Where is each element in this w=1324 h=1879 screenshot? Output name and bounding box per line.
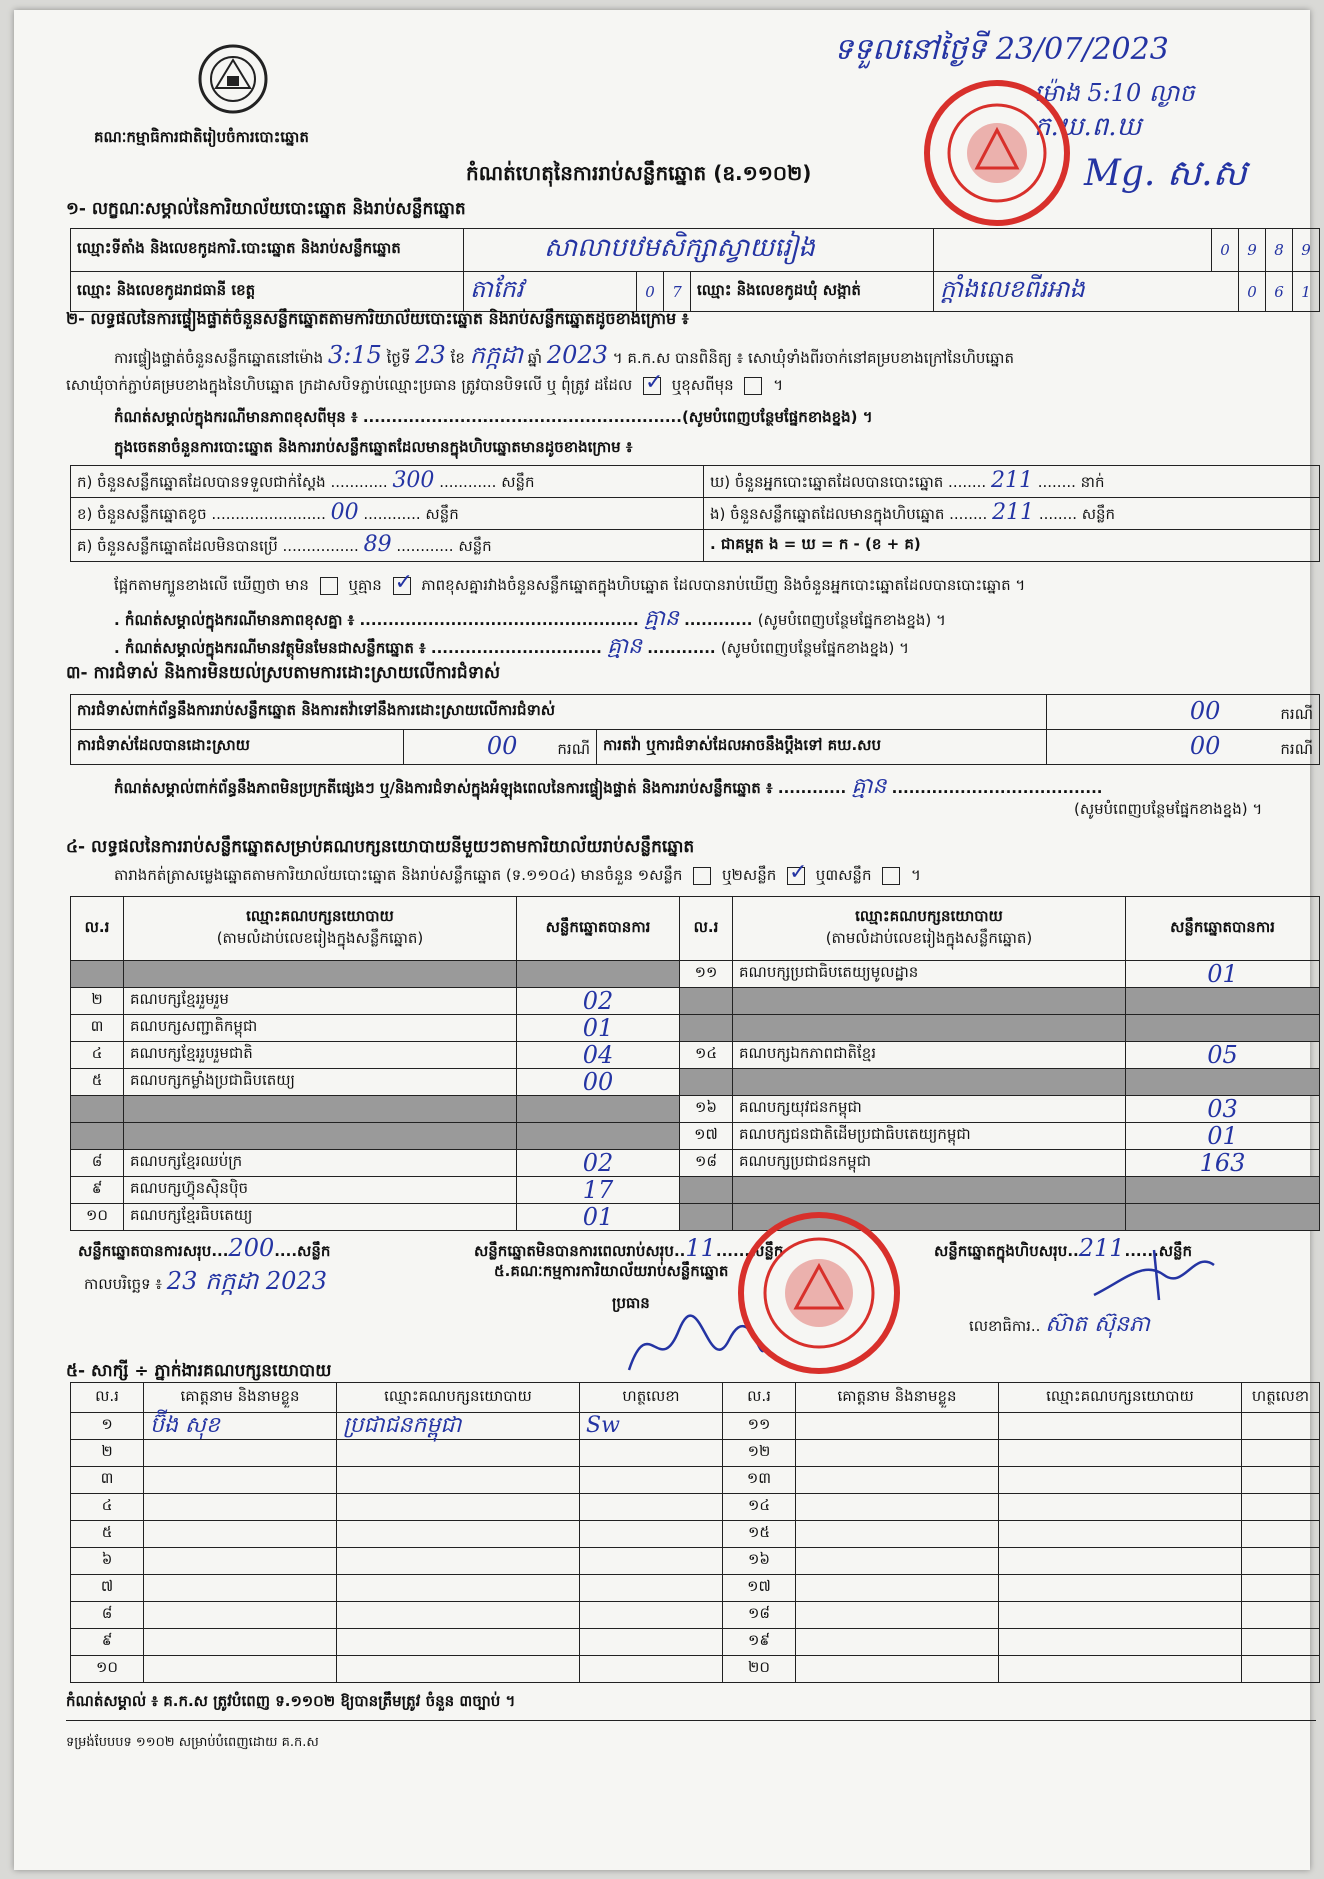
party-row bbox=[71, 1015, 1320, 1042]
witness-name bbox=[144, 1548, 337, 1575]
party-votes: 04 bbox=[517, 1042, 680, 1069]
party-row bbox=[71, 1096, 1320, 1123]
party-number: ១១ bbox=[680, 961, 733, 988]
party-name bbox=[124, 961, 517, 988]
office-code-digit: 0 bbox=[1212, 229, 1239, 272]
party-number: ៤ bbox=[71, 1042, 124, 1069]
province-code-digit: 7 bbox=[664, 272, 691, 312]
witness-name bbox=[144, 1575, 337, 1602]
nec-emblem-icon bbox=[194, 40, 272, 118]
party-number: ៥ bbox=[71, 1069, 124, 1096]
party-votes: 00 bbox=[517, 1069, 680, 1096]
witness-name bbox=[796, 1440, 999, 1467]
party-row bbox=[71, 961, 1320, 988]
witness-signature bbox=[1242, 1494, 1320, 1521]
form-title: កំណត់ហេតុនៃការរាប់សន្លឹកឆ្នោត (ឧ.១១០២) bbox=[466, 161, 812, 185]
witness-signature bbox=[580, 1494, 723, 1521]
official-stamp-icon bbox=[922, 78, 1072, 228]
witness-party bbox=[999, 1575, 1242, 1602]
party-number bbox=[680, 1069, 733, 1096]
witness-party bbox=[337, 1548, 580, 1575]
witness-signature bbox=[1242, 1440, 1320, 1467]
witness-signature bbox=[1242, 1629, 1320, 1656]
witness-row bbox=[71, 1575, 1320, 1602]
office-code-digit: 8 bbox=[1266, 229, 1293, 272]
witness-number: ១៥ bbox=[723, 1521, 796, 1548]
party-votes bbox=[1126, 1069, 1320, 1096]
section-5-heading: ៥- សាក្សី ÷ ភ្នាក់ងារគណបក្សនយោបាយ bbox=[66, 1361, 332, 1381]
party-name bbox=[733, 1015, 1126, 1042]
committee-stamp-icon bbox=[734, 1208, 904, 1378]
appeal-label: ការតវ៉ា ឬការជំទាស់ដែលអាចនឹងប្តឹងទៅ គឃ.សប bbox=[597, 730, 1047, 765]
witness-table bbox=[70, 1382, 1320, 1683]
witness-name: ប៊ីង សុខ bbox=[144, 1413, 337, 1440]
secretary-signature-icon bbox=[1084, 1240, 1224, 1310]
section-2-heading: ២- លទ្ធផលនៃការផ្ទៀងផ្ទាត់ចំនួនសន្លឹកឆ្នោតតាមការិយាល័យបោះឆ្នោត និងរាប់សន្លឹកឆ្នោតដូចខាងក្រោម ៖ bbox=[66, 309, 689, 328]
witness-name bbox=[144, 1629, 337, 1656]
witness-number: ២០ bbox=[723, 1656, 796, 1683]
ballots-in-box-row: ង) ចំនួនសន្លឹកឆ្នោតដែលមានក្នុងហិបឆ្នោត ........ 211 ........ សន្លឹក bbox=[704, 498, 1320, 530]
party-number: ១៨ bbox=[680, 1150, 733, 1177]
party-name: គណបក្សប្រជាជនកម្ពុជា bbox=[733, 1150, 1126, 1177]
witness-name bbox=[144, 1521, 337, 1548]
witness-number: ១៦ bbox=[723, 1548, 796, 1575]
witness-party bbox=[999, 1467, 1242, 1494]
party-number bbox=[680, 1015, 733, 1042]
discrepancy-yes-checkbox[interactable] bbox=[320, 577, 338, 595]
party-number bbox=[71, 1123, 124, 1150]
witness-signature bbox=[1242, 1467, 1320, 1494]
party-votes bbox=[517, 961, 680, 988]
col-party: ឈ្មោះគណបក្សនយោបាយ bbox=[337, 1383, 580, 1413]
party-votes: 05 bbox=[1126, 1042, 1320, 1069]
party-row bbox=[71, 988, 1320, 1015]
ballot-intro-line: ក្នុងចេតនាចំនួនការបោះឆ្នោត និងការរាប់សន្លឹកឆ្នោតដែលមានក្នុងហិបឆ្នោតមានដូចខាងក្រោម ៖ bbox=[114, 438, 633, 456]
commune-code-digit: 0 bbox=[1239, 272, 1266, 312]
party-number bbox=[680, 1177, 733, 1204]
col-name: គោត្តនាម និងនាមខ្លួន bbox=[144, 1383, 337, 1413]
resolved-label: ការជំទាស់ដែលបានដោះស្រាយ bbox=[71, 730, 404, 765]
sheet-count-line: តារាងកត់ត្រាសម្លេងឆ្នោតតាមការិយាល័យបោះឆ្នោត និងរាប់សន្លឹកឆ្នោត (ទ.១១០៤) មានចំនួន ១សន្លឹក ឬ២សន្លឹក ✓ ឬ៣សន្លឹក ។ bbox=[114, 866, 921, 888]
witness-row bbox=[71, 1440, 1320, 1467]
party-row bbox=[71, 1150, 1320, 1177]
discrepancy-no-checkbox[interactable] bbox=[393, 577, 411, 595]
witness-name bbox=[796, 1494, 999, 1521]
appeal-count: 00 ករណី bbox=[1047, 730, 1320, 765]
party-name bbox=[124, 1096, 517, 1123]
office-code-digit: 9 bbox=[1293, 229, 1320, 272]
party-number bbox=[680, 988, 733, 1015]
two-sheets-checkbox[interactable] bbox=[787, 867, 805, 885]
section-4-heading: ៤- លទ្ធផលនៃការរាប់សន្លឹកឆ្នោតសម្រាប់គណបក្សនយោបាយនីមួយៗតាមការិយាល័យរាប់សន្លឹកឆ្នោត bbox=[66, 837, 695, 857]
verification-month: កក្កដា bbox=[469, 341, 523, 369]
witness-row bbox=[71, 1413, 1320, 1440]
witness-name bbox=[144, 1494, 337, 1521]
witness-number: ១៤ bbox=[723, 1494, 796, 1521]
witness-party bbox=[337, 1467, 580, 1494]
witness-party bbox=[337, 1521, 580, 1548]
party-votes: 163 bbox=[1126, 1150, 1320, 1177]
document-sheet bbox=[14, 10, 1313, 1870]
witness-name bbox=[796, 1602, 999, 1629]
committee-name: គណៈកម្មាធិការជាតិរៀបចំការបោះឆ្នោត bbox=[94, 128, 309, 146]
received-by: ក.ឃ.ព.ឃ bbox=[1034, 112, 1142, 142]
party-votes bbox=[517, 1096, 680, 1123]
witness-name bbox=[796, 1467, 999, 1494]
party-number: ៨ bbox=[71, 1150, 124, 1177]
office-code-digit: 9 bbox=[1239, 229, 1266, 272]
party-votes: 17 bbox=[517, 1177, 680, 1204]
ballot-count-table bbox=[70, 465, 1320, 562]
col-sign: ហត្ថលេខា bbox=[1242, 1383, 1320, 1413]
discrepancy-check-line: ផ្អែកតាមក្បួនខាងលើ ឃើញថា មាន ឬគ្មាន ✓ ភាពខុសគ្នារវាងចំនួនសន្លឹកឆ្នោតក្នុងហិបឆ្នោត ដែលបានរាប់ឃើញ និងចំនួនអ្នកបោះឆ្នោតដែលបានបោះឆ្នោត ។ bbox=[114, 576, 1025, 598]
col-party: ឈ្មោះគណបក្សនយោបាយ (តាមលំដាប់លេខរៀងក្នុងសន្លឹកឆ្នោត) bbox=[733, 897, 1126, 961]
witness-signature bbox=[580, 1575, 723, 1602]
difference-note-line: កំណត់សម្គាល់ក្នុងករណីមានភាពខុសពីមុន ៖ ........................................................(សូមបំពេញបន្ថែមផ្នែកខាងខ្នង) ។ bbox=[114, 408, 873, 426]
party-number: ៣ bbox=[71, 1015, 124, 1042]
discrepancy-note: . កំណត់សម្គាល់ក្នុងករណីមានភាពខុសគ្នា ៖ ................................................. គ្មាន ............ (សូមបំពេញបន្ថែមផ្នែកខាងខ្នង) ។ bbox=[114, 606, 946, 631]
witness-number: ១២ bbox=[723, 1440, 796, 1467]
col-no: ល.រ bbox=[71, 897, 124, 961]
non-ballot-note: . កំណត់សម្គាល់ក្នុងករណីមានវត្ថុមិនមែនជាសន្លឹកឆ្នោត ៖ .............................. គ្មាន ............ (សូមបំពេញបន្ថែមផ្នែកខាងខ្នង) ។ bbox=[114, 634, 910, 659]
party-name: គណបក្សកម្លាំងប្រជាធិបតេយ្យ bbox=[124, 1069, 517, 1096]
witness-name bbox=[796, 1548, 999, 1575]
party-votes bbox=[517, 1123, 680, 1150]
formula-row: . ជាគម្ពត ង = ឃ = ក - (ខ + គ) bbox=[704, 530, 1320, 562]
party-votes bbox=[1126, 1177, 1320, 1204]
objections-count: 00 ករណី bbox=[1047, 695, 1320, 730]
party-row bbox=[71, 1042, 1320, 1069]
spoiled-ballots-row: ខ) ចំនួនសន្លឹកឆ្នោតខូច ........................ 00 ............ សន្លឹក bbox=[71, 498, 704, 530]
commune-code-digit: 1 bbox=[1293, 272, 1320, 312]
party-row bbox=[71, 1204, 1320, 1231]
party-name: គណបក្សជនជាតិដើមប្រជាធិបតេយ្យកម្ពុជា bbox=[733, 1123, 1126, 1150]
party-row bbox=[71, 1069, 1320, 1096]
witness-party bbox=[999, 1602, 1242, 1629]
witness-row bbox=[71, 1494, 1320, 1521]
party-votes: 01 bbox=[1126, 1123, 1320, 1150]
witness-name bbox=[796, 1413, 999, 1440]
witness-party bbox=[999, 1413, 1242, 1440]
witness-name bbox=[796, 1521, 999, 1548]
witness-number: ៦ bbox=[71, 1548, 144, 1575]
witness-signature bbox=[580, 1629, 723, 1656]
witness-party bbox=[337, 1494, 580, 1521]
party-name: គណបក្សខ្មែរឈប់ក្រ bbox=[124, 1150, 517, 1177]
witness-number: ១៩ bbox=[723, 1629, 796, 1656]
party-name bbox=[733, 1069, 1126, 1096]
witness-party bbox=[999, 1629, 1242, 1656]
witness-party bbox=[337, 1602, 580, 1629]
col-no: ល.រ bbox=[680, 897, 733, 961]
party-name: គណបក្សហ៊្វុនស៊ិនប៉ិច bbox=[124, 1177, 517, 1204]
witness-name bbox=[796, 1629, 999, 1656]
received-note: ទទួលនៅថ្ងៃទី 23/07/2023 bbox=[834, 32, 1169, 67]
party-votes bbox=[1126, 1204, 1320, 1231]
party-votes: 01 bbox=[517, 1204, 680, 1231]
signing-date: កាលបរិច្ឆេទ ៖ 23 កក្កដា 2023 bbox=[84, 1267, 327, 1295]
party-results-table bbox=[70, 896, 1320, 1231]
commune-label: ឈ្មោះ និងលេខកូដឃុំ សង្កាត់ bbox=[691, 272, 934, 312]
voters-voted-row: ឃ) ចំនួនអ្នកបោះឆ្នោតដែលបានបោះឆ្នោត ........ 211 ........ នាក់ bbox=[704, 466, 1320, 498]
witness-name bbox=[796, 1656, 999, 1683]
witness-party bbox=[999, 1656, 1242, 1683]
witness-number: ១៣ bbox=[723, 1467, 796, 1494]
verification-year: 2023 bbox=[546, 341, 608, 369]
witness-party bbox=[337, 1629, 580, 1656]
witness-number: ១០ bbox=[71, 1656, 144, 1683]
witness-number: ២ bbox=[71, 1440, 144, 1467]
col-party: ឈ្មោះគណបក្សនយោបាយ (តាមលំដាប់លេខរៀងក្នុងសន្លឹកឆ្នោត) bbox=[124, 897, 517, 961]
witness-signature bbox=[1242, 1575, 1320, 1602]
committee-label: ៥.គណៈកម្មការការិយាល័យរាប់សន្លឹកឆ្នោត bbox=[494, 1262, 729, 1280]
witness-signature bbox=[1242, 1602, 1320, 1629]
total-in-box: សន្លឹកឆ្នោតក្នុងហិបសរុប..211......សន្លឹក bbox=[934, 1234, 1193, 1262]
witness-number: ៩ bbox=[71, 1629, 144, 1656]
party-number: ១៤ bbox=[680, 1042, 733, 1069]
witness-name bbox=[796, 1575, 999, 1602]
witness-party bbox=[337, 1656, 580, 1683]
received-time: ម៉ោង 5:10 ល្ងាច bbox=[1034, 79, 1195, 107]
witness-signature bbox=[1242, 1413, 1320, 1440]
verification-day: 23 bbox=[415, 341, 446, 369]
witness-signature bbox=[580, 1521, 723, 1548]
party-votes: 01 bbox=[517, 1015, 680, 1042]
witness-row bbox=[71, 1629, 1320, 1656]
objections-table bbox=[70, 694, 1320, 765]
seal-same-checkbox[interactable] bbox=[643, 377, 661, 395]
province-value: តាកែវ bbox=[464, 272, 637, 312]
verification-line: ការផ្ទៀងផ្ទាត់ចំនួនសន្លឹកឆ្នោតនៅម៉ោង 3:15 ថ្ងៃទី 23 ខែ កក្កដា ឆ្នាំ 2023 ។ គ.ក.ស បានពិនិត្យ ៖ សោឃុំទាំងពីរចាក់នៅគម្របខាងក្រៅនៃហិបឆ្នោត bbox=[114, 341, 1014, 369]
col-party: ឈ្មោះគណបក្សនយោបាយ bbox=[999, 1383, 1242, 1413]
party-number bbox=[71, 961, 124, 988]
party-name: គណបក្សខ្មែររួបរួមជាតិ bbox=[124, 1042, 517, 1069]
witness-name bbox=[144, 1656, 337, 1683]
witness-party bbox=[999, 1494, 1242, 1521]
party-votes: 02 bbox=[517, 988, 680, 1015]
secretary-line: លេខាធិការ.. ស៊ាត ស៊ុនភា bbox=[969, 1312, 1150, 1337]
party-name: គណបក្សខ្មែររួមរួម bbox=[124, 988, 517, 1015]
witness-number: ៧ bbox=[71, 1575, 144, 1602]
witness-signature bbox=[580, 1656, 723, 1683]
party-name bbox=[733, 1177, 1126, 1204]
col-votes: សន្លឹកឆ្នោតបានការ bbox=[1126, 897, 1320, 961]
party-votes bbox=[1126, 988, 1320, 1015]
party-name bbox=[733, 988, 1126, 1015]
witness-number: ៤ bbox=[71, 1494, 144, 1521]
col-no: ល.រ bbox=[723, 1383, 796, 1413]
irregularities-tail: (សូមបំពេញបន្ថែមផ្នែកខាងខ្នង) ។ bbox=[1074, 800, 1263, 818]
witness-party bbox=[999, 1440, 1242, 1467]
witness-signature bbox=[1242, 1656, 1320, 1683]
section-1-heading: ១- លក្ខណៈសម្គាល់នៃការិយាល័យបោះឆ្នោត និងរាប់សន្លឹកឆ្នោត bbox=[66, 199, 466, 219]
section-3-heading: ៣- ការជំទាស់ និងការមិនយល់ស្របតាមការដោះស្រាយលើការជំទាស់ bbox=[66, 663, 501, 683]
party-number: ១៧ bbox=[680, 1123, 733, 1150]
resolved-count: 00 ករណី bbox=[404, 730, 597, 765]
total-invalid: សន្លឹកឆ្នោតមិនបានការពេលរាប់សរុប..11......សន្លឹក bbox=[474, 1234, 784, 1262]
total-valid: សន្លឹកឆ្នោតបានការសរុប...200....សន្លឹក bbox=[78, 1234, 331, 1262]
province-code-digit: 0 bbox=[637, 272, 664, 312]
witness-row bbox=[71, 1521, 1320, 1548]
party-votes bbox=[1126, 1015, 1320, 1042]
party-name: គណបក្សប្រជាធិបតេយ្យមូលដ្ឋាន bbox=[733, 961, 1126, 988]
party-number: ៩ bbox=[71, 1177, 124, 1204]
witness-number: ១ bbox=[71, 1413, 144, 1440]
witness-number: ១៧ bbox=[723, 1575, 796, 1602]
witness-signature bbox=[580, 1602, 723, 1629]
witness-number: ៣ bbox=[71, 1467, 144, 1494]
witness-party: ប្រជាជនកម្ពុជា bbox=[337, 1413, 580, 1440]
three-sheets-checkbox[interactable] bbox=[882, 867, 900, 885]
one-sheet-checkbox[interactable] bbox=[693, 867, 711, 885]
commune-code-digit: 6 bbox=[1266, 272, 1293, 312]
party-number: ២ bbox=[71, 988, 124, 1015]
commune-value: ក្តាំងលេខពីរអាង bbox=[934, 272, 1239, 312]
witness-party bbox=[337, 1440, 580, 1467]
party-row bbox=[71, 1177, 1320, 1204]
witness-number: ៥ bbox=[71, 1521, 144, 1548]
chair-label: ប្រធាន bbox=[612, 1294, 650, 1312]
witness-name bbox=[144, 1602, 337, 1629]
witness-number: ១១ bbox=[723, 1413, 796, 1440]
province-label: ឈ្មោះ និងលេខកូដរាជធានី ខេត្ត bbox=[71, 272, 464, 312]
footer-divider bbox=[66, 1720, 1316, 1721]
party-name: គណបក្សសញ្ជាតិកម្ពុជា bbox=[124, 1015, 517, 1042]
witness-name bbox=[144, 1440, 337, 1467]
seal-different-checkbox[interactable] bbox=[744, 377, 762, 395]
party-votes: 01 bbox=[1126, 961, 1320, 988]
verification-time: 3:15 bbox=[327, 341, 382, 369]
witness-row bbox=[71, 1467, 1320, 1494]
objections-label: ការជំទាស់ពាក់ព័ន្ធនឹងការរាប់សន្លឹកឆ្នោត និងការតវ៉ាទៅនឹងការដោះស្រាយលើការជំទាស់ bbox=[71, 695, 1047, 730]
witness-number: ៨ bbox=[71, 1602, 144, 1629]
witness-number: ១៨ bbox=[723, 1602, 796, 1629]
received-ballots-row: ក) ចំនួនសន្លឹកឆ្នោតដែលបានទទួលជាក់ស្តែង ............ 300 ............ សន្លឹក bbox=[71, 466, 704, 498]
col-votes: សន្លឹកឆ្នោតបានការ bbox=[517, 897, 680, 961]
seal-check-line: សោឃុំចាក់ភ្ជាប់គម្របខាងក្នុងនៃហិបឆ្នោត ក្រដាសបិទភ្ជាប់ឈ្មោះប្រធាន ត្រូវបានបិទលើ ឬ ពុំត្រូវ ដដែល ✓ ឬខុសពីមុន ។ bbox=[66, 376, 783, 398]
witness-signature bbox=[1242, 1548, 1320, 1575]
col-sign: ហត្ថលេខា bbox=[580, 1383, 723, 1413]
party-name: គណបក្សខ្មែរធិបតេយ្យ bbox=[124, 1204, 517, 1231]
office-value: សាលាបឋមសិក្សាស្វាយរៀង bbox=[464, 229, 934, 272]
footer-note: កំណត់សម្គាល់ ៖ គ.ក.ស ត្រូវបំពេញ ទ.១១០២ ឱ្យបានត្រឹមត្រូវ ចំនួន ៣ច្បាប់ ។ bbox=[66, 1692, 516, 1710]
witness-party bbox=[999, 1521, 1242, 1548]
witness-row bbox=[71, 1548, 1320, 1575]
unused-ballots-row: គ) ចំនួនសន្លឹកឆ្នោតដែលមិនបានប្រើ ................ 89 ............ សន្លឹក bbox=[71, 530, 704, 562]
form-code: ទម្រង់បែបបទ ១១០២ សម្រាប់បំពេញដោយ គ.ក.ស bbox=[66, 1735, 319, 1750]
irregularities-note: កំណត់សម្គាល់ពាក់ព័ន្ធនឹងភាពមិនប្រក្រតីផ្សេងៗ ឬ/និងការជំទាស់ក្នុងអំឡុងពេលនៃការផ្ទៀងផ្ទាត់ និងការរាប់សន្លឹកឆ្នោត ៖ ............ គ្មាន ..................................... bbox=[114, 774, 1103, 799]
party-votes: 02 bbox=[517, 1150, 680, 1177]
witness-signature bbox=[580, 1467, 723, 1494]
party-number: ១៦ bbox=[680, 1096, 733, 1123]
party-name: គណបក្សឯកភាពជាតិខ្មែរ bbox=[733, 1042, 1126, 1069]
col-name: គោត្តនាម និងនាមខ្លួន bbox=[796, 1383, 999, 1413]
party-number bbox=[71, 1096, 124, 1123]
col-no: ល.រ bbox=[71, 1383, 144, 1413]
witness-signature bbox=[580, 1440, 723, 1467]
witness-signature: Sw bbox=[580, 1413, 723, 1440]
party-name: គណបក្សយុវជនកម្ពុជា bbox=[733, 1096, 1126, 1123]
witness-name bbox=[144, 1467, 337, 1494]
witness-row bbox=[71, 1602, 1320, 1629]
witness-row bbox=[71, 1656, 1320, 1683]
witness-signature bbox=[1242, 1521, 1320, 1548]
party-name bbox=[124, 1123, 517, 1150]
office-label: ឈ្មោះទីតាំង និងលេខកូដការិ.បោះឆ្នោត និងរាប់សន្លឹកឆ្នោត bbox=[71, 229, 464, 272]
received-signature: Mg. ស.ស bbox=[1084, 153, 1247, 194]
witness-signature bbox=[580, 1548, 723, 1575]
witness-party bbox=[999, 1548, 1242, 1575]
party-number: ១០ bbox=[71, 1204, 124, 1231]
section-1-table bbox=[70, 228, 1320, 312]
party-row bbox=[71, 1123, 1320, 1150]
party-votes: 03 bbox=[1126, 1096, 1320, 1123]
party-number bbox=[680, 1204, 733, 1231]
witness-party bbox=[337, 1575, 580, 1602]
